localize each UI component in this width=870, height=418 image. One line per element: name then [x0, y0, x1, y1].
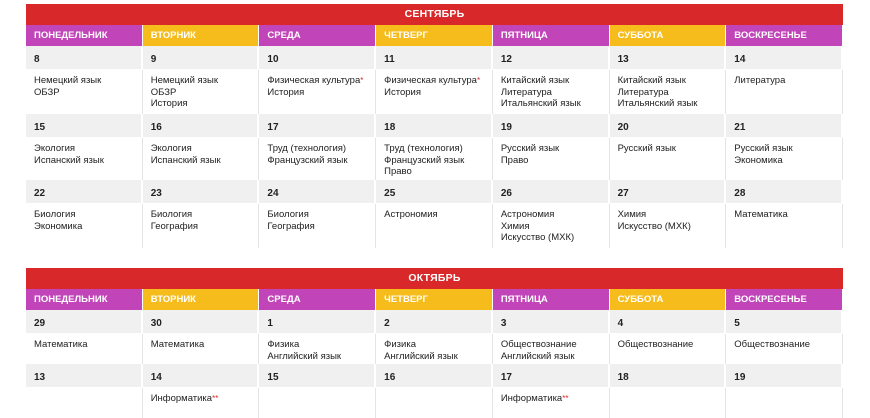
subject-item: Русский язык	[617, 143, 676, 154]
date-number: 19	[493, 114, 610, 138]
date-number: 8	[26, 46, 143, 70]
date-row	[26, 310, 843, 334]
subject-item: Биология	[150, 209, 193, 220]
subject-item: История	[150, 98, 188, 109]
subject-item: Обществознание	[734, 339, 811, 350]
subject-item: Русский язык	[500, 143, 560, 154]
subjects-cell	[726, 70, 843, 114]
date-number: 14	[143, 364, 260, 388]
footnote-asterisk: *	[476, 76, 481, 85]
subject-item: Математика	[734, 209, 788, 220]
subjects-cell	[376, 138, 493, 180]
subject-item: Литература	[617, 86, 669, 98]
subjects-cell	[26, 334, 143, 364]
month-title: СЕНТЯБРЬ	[26, 4, 843, 25]
date-number: 9	[143, 46, 260, 70]
date-number: 23	[143, 180, 260, 204]
subject-item: Экология	[150, 143, 192, 154]
weekday-label: ПОНЕДЕЛЬНИК	[26, 25, 143, 46]
subject-item: Немецкий язык	[34, 75, 102, 86]
subject-item: Труд (технология)	[384, 143, 463, 154]
subjects-cell	[259, 70, 376, 114]
subjects-cell	[26, 204, 143, 248]
subjects-cell	[493, 138, 610, 180]
subjects-cell	[259, 204, 376, 248]
weekday-label: ВТОРНИК	[143, 289, 260, 310]
subject-item: Китайский язык	[500, 75, 570, 86]
subject-item: Французский язык	[267, 154, 348, 166]
date-number: 30	[143, 310, 260, 334]
subject-item: Химия	[617, 209, 647, 220]
date-number: 17	[259, 114, 376, 138]
subject-item: Литература	[500, 86, 552, 98]
subject-item: География	[267, 220, 315, 232]
subjects-row	[26, 70, 843, 114]
subject-item: Математика	[34, 339, 88, 350]
date-row	[26, 180, 843, 204]
date-number: 11	[376, 46, 493, 70]
weekday-label: СУББОТА	[610, 289, 727, 310]
subject-item: Физика	[267, 339, 300, 350]
month-title: ОКТЯБРЬ	[26, 268, 843, 289]
subjects-cell	[26, 388, 143, 418]
date-number: 18	[610, 364, 727, 388]
date-number: 21	[726, 114, 843, 138]
subject-item: Литература	[734, 75, 786, 86]
month-section	[26, 4, 843, 248]
subjects-cell	[259, 388, 376, 418]
subjects-cell	[493, 388, 610, 418]
subject-item: Итальянский язык	[617, 98, 698, 109]
date-number: 29	[26, 310, 143, 334]
weekday-label: СРЕДА	[259, 289, 376, 310]
subject-item: Немецкий язык	[150, 75, 218, 86]
date-number: 20	[610, 114, 727, 138]
weekday-label: ВТОРНИК	[143, 25, 260, 46]
weekday-label: ПЯТНИЦА	[493, 289, 610, 310]
subject-item: Французский язык	[384, 154, 465, 166]
subject-item: Испанский язык	[34, 154, 104, 166]
subject-item: Физика	[384, 339, 416, 350]
subject-item: Астрономия	[500, 209, 555, 220]
subject-item: Обществознание	[617, 339, 694, 350]
subject-item: Химия	[500, 220, 530, 232]
subjects-cell	[493, 334, 610, 364]
subject-item: Экономика	[734, 154, 783, 166]
subjects-cell	[610, 70, 727, 114]
weekday-header-row	[26, 25, 843, 46]
date-number: 16	[376, 364, 493, 388]
date-number: 16	[143, 114, 260, 138]
weekday-label: СУББОТА	[610, 25, 727, 46]
subject-item: Труд (технология)	[267, 143, 347, 154]
date-number: 15	[259, 364, 376, 388]
date-number: 13	[610, 46, 727, 70]
subject-item: Математика	[150, 339, 205, 350]
subjects-row	[26, 204, 843, 248]
subjects-row	[26, 138, 843, 180]
weekday-label: ЧЕТВЕРГ	[376, 289, 493, 310]
weekday-label: ПЯТНИЦА	[493, 25, 610, 46]
date-row	[26, 364, 843, 388]
subjects-cell	[726, 388, 843, 418]
subjects-cell	[610, 138, 727, 180]
date-number: 18	[376, 114, 493, 138]
subject-item: Искусство (МХК)	[617, 220, 691, 232]
date-number: 27	[610, 180, 727, 204]
subject-item: Экология	[34, 143, 76, 154]
subjects-cell	[376, 204, 493, 248]
subjects-cell	[143, 204, 260, 248]
subject-item: Обществознание	[500, 339, 577, 350]
date-number: 26	[493, 180, 610, 204]
subjects-cell	[143, 388, 260, 418]
subjects-cell	[26, 138, 143, 180]
footnote-asterisk: **	[212, 394, 219, 403]
subject-item: Испанский язык	[150, 154, 221, 166]
subjects-row	[26, 334, 843, 364]
subject-item: ОБЗР	[150, 86, 177, 98]
subjects-cell	[259, 334, 376, 364]
date-number: 22	[26, 180, 143, 204]
weekday-label: ПОНЕДЕЛЬНИК	[26, 289, 143, 310]
subject-item: История	[384, 86, 421, 98]
subject-item: Астрономия	[384, 209, 438, 220]
subject-item: Информатика**	[150, 393, 219, 404]
subject-item: Итальянский язык	[500, 98, 581, 109]
subjects-cell	[610, 388, 727, 418]
subjects-cell	[143, 138, 260, 180]
footnote-asterisk: *	[360, 76, 364, 85]
subjects-cell	[376, 70, 493, 114]
subjects-cell	[376, 334, 493, 364]
subjects-cell	[493, 204, 610, 248]
subject-item: Физическая культура*	[267, 75, 364, 86]
date-row	[26, 46, 843, 70]
date-number: 13	[26, 364, 143, 388]
date-number: 10	[259, 46, 376, 70]
subjects-cell	[143, 70, 260, 114]
subject-item: Английский язык	[267, 350, 342, 362]
subject-item: История	[267, 86, 305, 98]
footnote-asterisk: **	[562, 394, 569, 403]
subjects-cell	[726, 334, 843, 364]
subjects-cell	[726, 204, 843, 248]
month-section	[26, 268, 843, 418]
subjects-cell	[610, 334, 727, 364]
subjects-row	[26, 388, 843, 418]
date-number: 25	[376, 180, 493, 204]
subject-item: Русский язык	[734, 143, 793, 154]
subjects-cell	[143, 334, 260, 364]
weekday-label: ВОСКРЕСЕНЬЕ	[726, 25, 843, 46]
date-number: 19	[726, 364, 843, 388]
subject-item: ОБЗР	[34, 86, 60, 98]
subjects-cell	[259, 138, 376, 180]
date-number: 2	[376, 310, 493, 334]
date-row	[26, 114, 843, 138]
subject-item: Право	[384, 166, 412, 177]
subjects-cell	[726, 138, 843, 180]
date-number: 5	[726, 310, 843, 334]
date-number: 28	[726, 180, 843, 204]
subject-item: Право	[500, 154, 529, 166]
subject-item: Искусство (МХК)	[500, 232, 575, 243]
subject-item: Английский язык	[500, 350, 575, 362]
date-number: 12	[493, 46, 610, 70]
weekday-label: ЧЕТВЕРГ	[376, 25, 493, 46]
date-number: 4	[610, 310, 727, 334]
date-number: 14	[726, 46, 843, 70]
date-number: 3	[493, 310, 610, 334]
date-number: 24	[259, 180, 376, 204]
subject-item: Биология	[34, 209, 76, 220]
subjects-cell	[376, 388, 493, 418]
subject-item: Английский язык	[384, 350, 458, 362]
date-number: 15	[26, 114, 143, 138]
weekday-label: СРЕДА	[259, 25, 376, 46]
subjects-cell	[493, 70, 610, 114]
subject-item: География	[150, 220, 199, 232]
weekday-header-row	[26, 289, 843, 310]
subject-item: Биология	[267, 209, 309, 220]
subjects-cell	[610, 204, 727, 248]
subjects-cell	[26, 70, 143, 114]
date-number: 17	[493, 364, 610, 388]
date-number: 1	[259, 310, 376, 334]
subject-item: Экономика	[34, 220, 83, 232]
weekday-label: ВОСКРЕСЕНЬЕ	[726, 289, 843, 310]
subject-item: Китайский язык	[617, 75, 686, 86]
subject-item: Информатика**	[500, 393, 569, 404]
subject-item: Физическая культура*	[384, 75, 481, 86]
